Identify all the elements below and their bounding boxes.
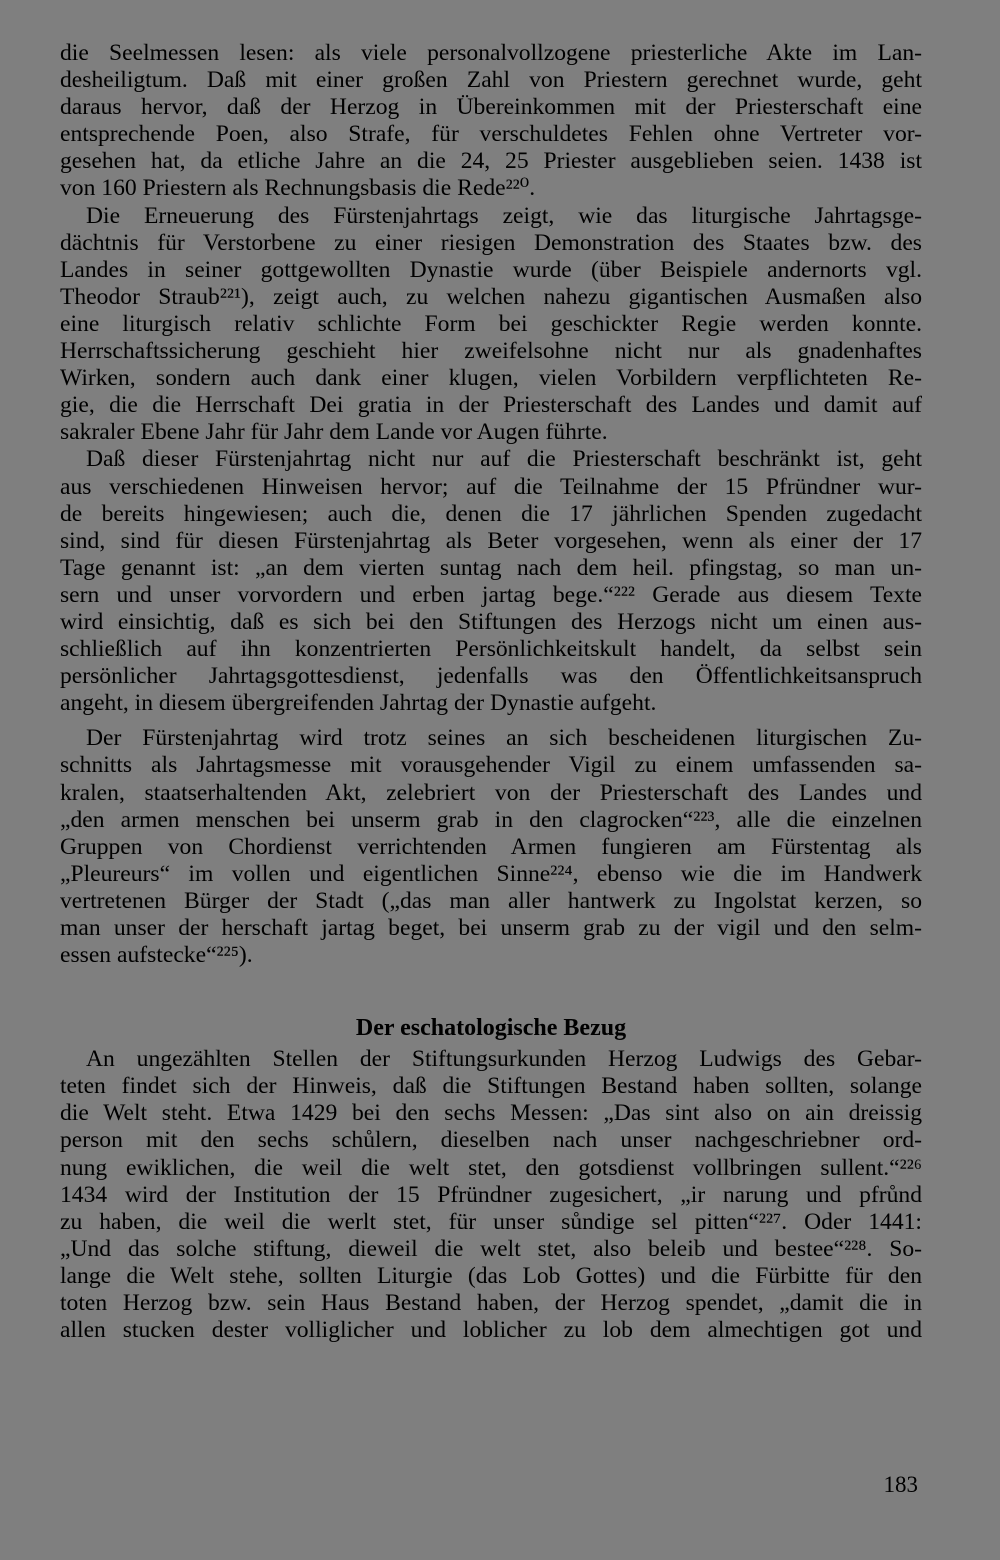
text-line: allen stucken dester volliglicher und loblicher zu lob dem almechtigen got und <box>60 1317 922 1344</box>
text-line: schließlich auf ihn konzentrierten Persönlichkeitskult handelt, da selbst sein <box>60 636 922 663</box>
text-line: An ungezählten Stellen der Stiftungsurkunden Herzog Ludwigs des Gebar- <box>86 1046 922 1073</box>
text-line: toten Herzog bzw. sein Haus Bestand haben, der Herzog spendet, „damit die in <box>60 1290 922 1317</box>
text-line: die Seelmessen lesen: als viele personalvollzogene priesterliche Akte im Lan- <box>60 40 922 66</box>
text-line: zu haben, die weil die werlt stet, für unser sůndige sel pitten“²²⁷. Oder 1441: <box>60 1208 922 1235</box>
text-line: persönlicher Jahrtagsgottesdienst, jedenfalls was den Öffentlichkeitsanspruch <box>60 663 922 690</box>
text-line: desheiligtum. Daß mit einer großen Zahl von Priestern gerechnet wurde, geht <box>60 67 922 94</box>
text-line: nung ewiklichen, die weil die welt stet, den gotsdienst vollbringen sullent.“²²⁶ <box>60 1154 922 1181</box>
paragraph-5 <box>60 1046 922 1344</box>
text-line: sern und unser vorvordern und erben jartag bege.“²²² Gerade aus diesem Texte <box>60 581 922 608</box>
section-heading: Der eschatologische Bezug <box>355 1015 627 1042</box>
text-line: vertretenen Bürger der Stadt („das man aller hantwerk zu Ingolstat kerzen, so <box>60 887 922 914</box>
text-line: „Und das solche stiftung, dieweil die welt stet, also beleib und bestee“²²⁸. So- <box>60 1235 922 1262</box>
text-line: lange die Welt stehe, sollten Liturgie (das Lob Gottes) und die Fürbitte für den <box>60 1262 922 1289</box>
text-line: die Welt steht. Etwa 1429 bei den sechs Messen: „Das sint also on ain dreissig <box>60 1100 922 1127</box>
text-line: Wirken, sondern auch dank einer klugen, vielen Vorbildern verpflichteten Re- <box>60 365 922 392</box>
text-line: gie, die die Herrschaft Dei gratia in der Priesterschaft des Landes und damit auf <box>60 392 922 419</box>
text-line: dächtnis für Verstorbene zu einer riesigen Demonstration des Staates bzw. des <box>60 229 922 256</box>
text-line: gesehen hat, da etliche Jahre an die 24, 25 Priester ausgeblieben seien. 1438 ist <box>60 148 922 175</box>
text-line: daraus hervor, daß der Herzog in Übereinkommen mit der Priesterschaft eine <box>60 94 922 121</box>
text-line: schnitts als Jahrtagsmesse mit vorausgehender Vigil zu einem umfassenden sa- <box>60 752 922 779</box>
paragraph-4 <box>60 725 922 969</box>
text-line: essen aufstecke“²²⁵). <box>60 942 253 969</box>
text-line: sakraler Ebene Jahr für Jahr dem Lande vor Augen führte. <box>60 419 608 446</box>
text-line: kralen, staatserhaltenden Akt, zelebriert von der Priesterschaft des Landes und <box>60 779 922 806</box>
text-line: person mit den sechs schůlern, dieselben nach unser nachgeschriebner ord- <box>60 1127 922 1154</box>
page-body <box>60 40 922 1344</box>
text-line: „Pleureurs“ im vollen und eigentlichen Sinne²²⁴, ebenso wie die im Handwerk <box>60 860 922 887</box>
text-line: wird einsichtig, daß es sich bei den Stiftungen des Herzogs nicht um einen aus- <box>60 608 922 635</box>
text-line: 1434 wird der Institution der 15 Pfründner zugesichert, „ir narung und pfrůnd <box>60 1181 922 1208</box>
text-line: teten findet sich der Hinweis, daß die Stiftungen Bestand haben sollten, solange <box>60 1073 922 1100</box>
text-line: Gruppen von Chordienst verrichtenden Armen fungieren am Fürstentag als <box>60 833 922 860</box>
text-line: angeht, in diesem übergreifenden Jahrtag der Dynastie aufgeht. <box>60 690 657 717</box>
text-line: eine liturgisch relativ schlichte Form bei geschickter Regie werden konnte. <box>60 310 922 337</box>
text-line: man unser der herschaft jartag beget, bei unserm grab zu der vigil und den selm- <box>60 915 922 941</box>
text-line: von 160 Priestern als Rechnungsbasis die Rede²²⁰. <box>60 175 536 202</box>
text-line: Der Fürstenjahrtag wird trotz seines an sich bescheidenen liturgischen Zu- <box>86 725 922 752</box>
paragraph-3 <box>60 446 922 717</box>
text-line: Daß dieser Fürstenjahrtag nicht nur auf die Priesterschaft beschränkt ist, geht <box>86 446 922 473</box>
text-line: „den armen menschen bei unserm grab in den clagrocken“²²³, alle die einzelnen <box>60 806 922 833</box>
text-line: sind, sind für diesen Fürstenjahrtag als Beter vorgesehen, wenn als einer der 17 <box>60 527 922 554</box>
paragraph-1 <box>60 40 922 203</box>
text-line: de bereits hingewiesen; auch die, denen die 17 jährlichen Spenden zugedacht <box>60 500 922 527</box>
paragraph-2 <box>60 203 922 447</box>
text-line: aus verschiedenen Hinweisen hervor; auf die Teilnahme der 15 Pfründner wur- <box>60 473 922 500</box>
text-line: Tage genannt ist: „an dem vierten suntag nach dem heil. pfingstag, so man un- <box>60 554 922 581</box>
text-line: entsprechende Poen, also Strafe, für verschuldetes Fehlen ohne Vertreter vor- <box>60 121 922 148</box>
page-number: 183 <box>883 1472 918 1497</box>
text-line: Die Erneuerung des Fürstenjahrtags zeigt, wie das liturgische Jahrtagsge- <box>86 202 922 229</box>
text-line: Landes in seiner gottgewollten Dynastie wurde (über Beispiele andernorts vgl. <box>60 256 922 283</box>
text-line: Theodor Straub²²¹), zeigt auch, zu welchen nahezu gigantischen Ausmaßen also <box>60 283 922 310</box>
text-line: Herrschaftssicherung geschieht hier zweifelsohne nicht nur als gnadenhaftes <box>60 338 922 365</box>
